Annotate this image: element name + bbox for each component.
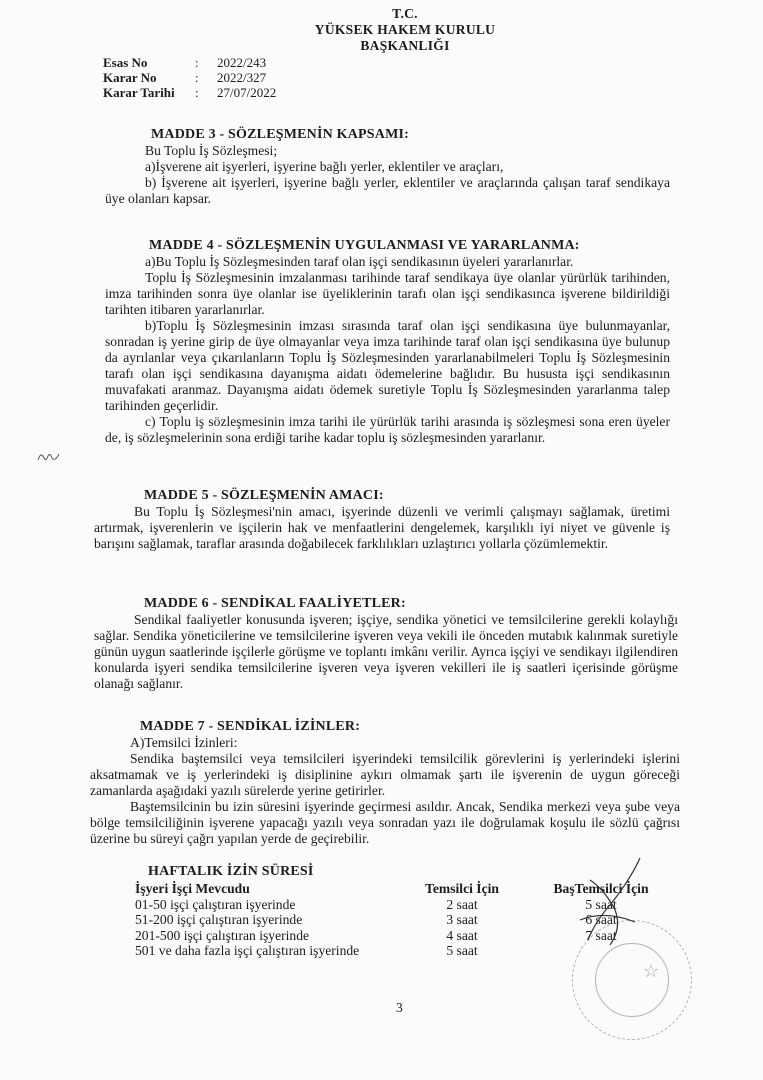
table-cell: 501 ve daha fazla işçi çalıştıran işyerinde [135, 943, 360, 958]
meta-label: Esas No [103, 55, 148, 70]
table-cell: 2 saat [446, 896, 478, 912]
table-header-cell: BaşTemsilci İçin [553, 881, 649, 896]
article-title: MADDE 5 - SÖZLEŞMENİN AMACI: [144, 488, 384, 503]
table-cell: 3 saat [446, 912, 478, 927]
table-title: HAFTALIK İZİN SÜRESİ [148, 864, 314, 879]
article-paragraph: Bu Toplu İş Sözleşmesi'nin amacı, işyerinde düzenli ve verimli çalışmayı sağlamak, üretimi artırmak, işverenlerin ve işçilerin hak ve menfaatlerini dengelemek, karşılıklı iyi niyet ve güvenle iş barışını sağlamak, taraflar arasında doğabilecek farklılıkları uzlaştırıcı yollarla çözümlemektir. [94, 504, 670, 551]
meta-label: Karar Tarihi [103, 85, 175, 100]
article-title: MADDE 4 - SÖZLEŞMENİN UYGULANMASI VE YARARLANMA: [149, 238, 580, 253]
article-4 [105, 238, 670, 446]
article-title: MADDE 3 - SÖZLEŞMENİN KAPSAMI: [151, 127, 410, 142]
table-header-cell: İşyeri İşçi Mevcudu [135, 881, 250, 896]
meta-row-tarih [103, 85, 276, 100]
article-5 [94, 488, 670, 552]
meta-row-karar [103, 70, 276, 85]
meta-label: Karar No [103, 70, 157, 85]
seal-star-icon: ☆ [643, 961, 660, 981]
article-6 [94, 596, 678, 692]
article-title: MADDE 7 - SENDİKAL İZİNLER: [140, 719, 361, 734]
meta-colon: : [195, 55, 199, 70]
article-paragraph: A)Temsilci İzinleri: [130, 735, 238, 750]
header-block [280, 6, 530, 54]
page-number: 3 [396, 1000, 403, 1015]
table-cell: 4 saat [446, 927, 478, 943]
article-paragraph: Sendikal faaliyetler konusunda işveren; işçiye, sendika yönetici ve temsilcilerine gerekli kolaylığı sağlar. Sendika yöneticilerine ve temsilcilerine işveren veya vekili ile önceden mutabık kalınmak suretiyle günün uygun saatlerinde işçilerle görüşme ve toplantı imkânı verilir. Ayrıca işçiyi ve sendikayı ilgilendiren konularda işyeri sendika temsilcilerine işveren veya işveren vekilleri ile iş saatleri içerisinde görüşme olanağı sağlanır. [94, 612, 678, 691]
table-cell: 51-200 işçi çalıştıran işyerinde [135, 912, 303, 927]
article-paragraph: Baştemsilcinin bu izin süresini işyerinde geçirmesi asıldır. Ancak, Sendika merkezi veya şube veya bölge temsilciliğinin işverene yapacağı yazılı veya sonradan yazı ile doğrulamak koşulu ile sözlü çağrısı üzerine bu süreyi çağrı yapılan yerde de geçirebilir. [90, 799, 680, 846]
meta-value: 2022/243 [217, 55, 267, 70]
article-title: MADDE 6 - SENDİKAL FAALİYETLER: [144, 596, 406, 611]
meta-row-esas [103, 55, 276, 70]
article-7 [90, 719, 680, 847]
article-paragraph: b) İşverene ait işyerleri, işyerine bağlı yerler, eklentiler ve araçlarında çalışan taraf sendikaya üye olanları kapsar. [105, 175, 670, 206]
article-paragraph: Sendika baştemsilci veya temsilcileri işyerindeki temsilcilik görevlerini iş yerlerindeki işlerini aksatmamak ve iş yerlerindeki iş disiplinine aykırı olmamak şartı ile işverenin de uygun göreceği zamanlarda aşağıdaki yazılı sürelerde yerine getirirler. [90, 751, 680, 798]
article-3 [105, 127, 670, 207]
table-cell: 5 saat [446, 943, 478, 958]
case-meta [103, 55, 276, 100]
header-line1: T.C. [392, 6, 418, 21]
article-paragraph: b)Toplu İş Sözleşmesinin imzası sırasında taraf olan işçi sendikasına üye bulunmayanlar, sonradan iş yerine girip de üye olmayanlar veya imza tarihinde taraf olan işçi sendikasına üye bulunup da ayrılanlar veya çıkarılanların Toplu İş Sözleşmesinden yararlanabilmeleri Toplu İş Sözleşmesinin tarafı olan işçi sendikasına dayanışma aidatı ödemelerine bağlıdır. Bu hususta işçi sendikasının muvafakati aranmaz. Dayanışma aidatı ödemek suretiyle Toplu İş Sözleşmesinden yararlanma talep tarihinden geçerlidir. [105, 318, 670, 413]
handwritten-initial-mark [36, 448, 62, 464]
article-paragraph: Bu Toplu İş Sözleşmesi; [145, 143, 278, 158]
handwritten-signature [560, 850, 660, 950]
article-paragraph: Toplu İş Sözleşmesinin imzalanması tarihinde taraf sendikaya üye olanlar yürürlük tarihinden, imza tarihinden sonra üye olanlar ise üyeliklerinin tarafı olan işçi sendikasınca işverene bildirildiği tarihten itibaren yararlanırlar. [105, 270, 670, 317]
meta-value: 27/07/2022 [217, 85, 277, 100]
meta-colon: : [195, 70, 199, 85]
table-cell: 7 saat [585, 927, 617, 943]
table-cell: 6 saat [585, 912, 617, 927]
article-paragraph: a)İşverene ait işyerleri, işyerine bağlı yerler, eklentiler ve araçları, [145, 159, 504, 174]
table-cell: 5 saat [585, 896, 617, 912]
table-header-cell: Temsilci İçin [425, 881, 499, 896]
table-cell: 01-50 işçi çalıştıran işyerinde [135, 896, 296, 912]
article-paragraph: a)Bu Toplu İş Sözleşmesinden taraf olan işçi sendikasının üyeleri yararlanırlar. [145, 254, 574, 269]
meta-colon: : [195, 85, 199, 100]
header-line3: BAŞKANLIĞI [360, 38, 450, 53]
meta-value: 2022/327 [217, 70, 267, 85]
article-paragraph: c) Toplu iş sözleşmesinin imza tarihi ile yürürlük tarihi arasında iş sözleşmesi sona eren üyeler de, iş sözleşmelerinin sona erdiği tarihe kadar toplu iş sözleşmesinden yararlanır. [105, 414, 670, 445]
table-cell: 201-500 işçi çalıştıran işyerinde [135, 927, 310, 943]
header-line2: YÜKSEK HAKEM KURULU [314, 22, 496, 37]
